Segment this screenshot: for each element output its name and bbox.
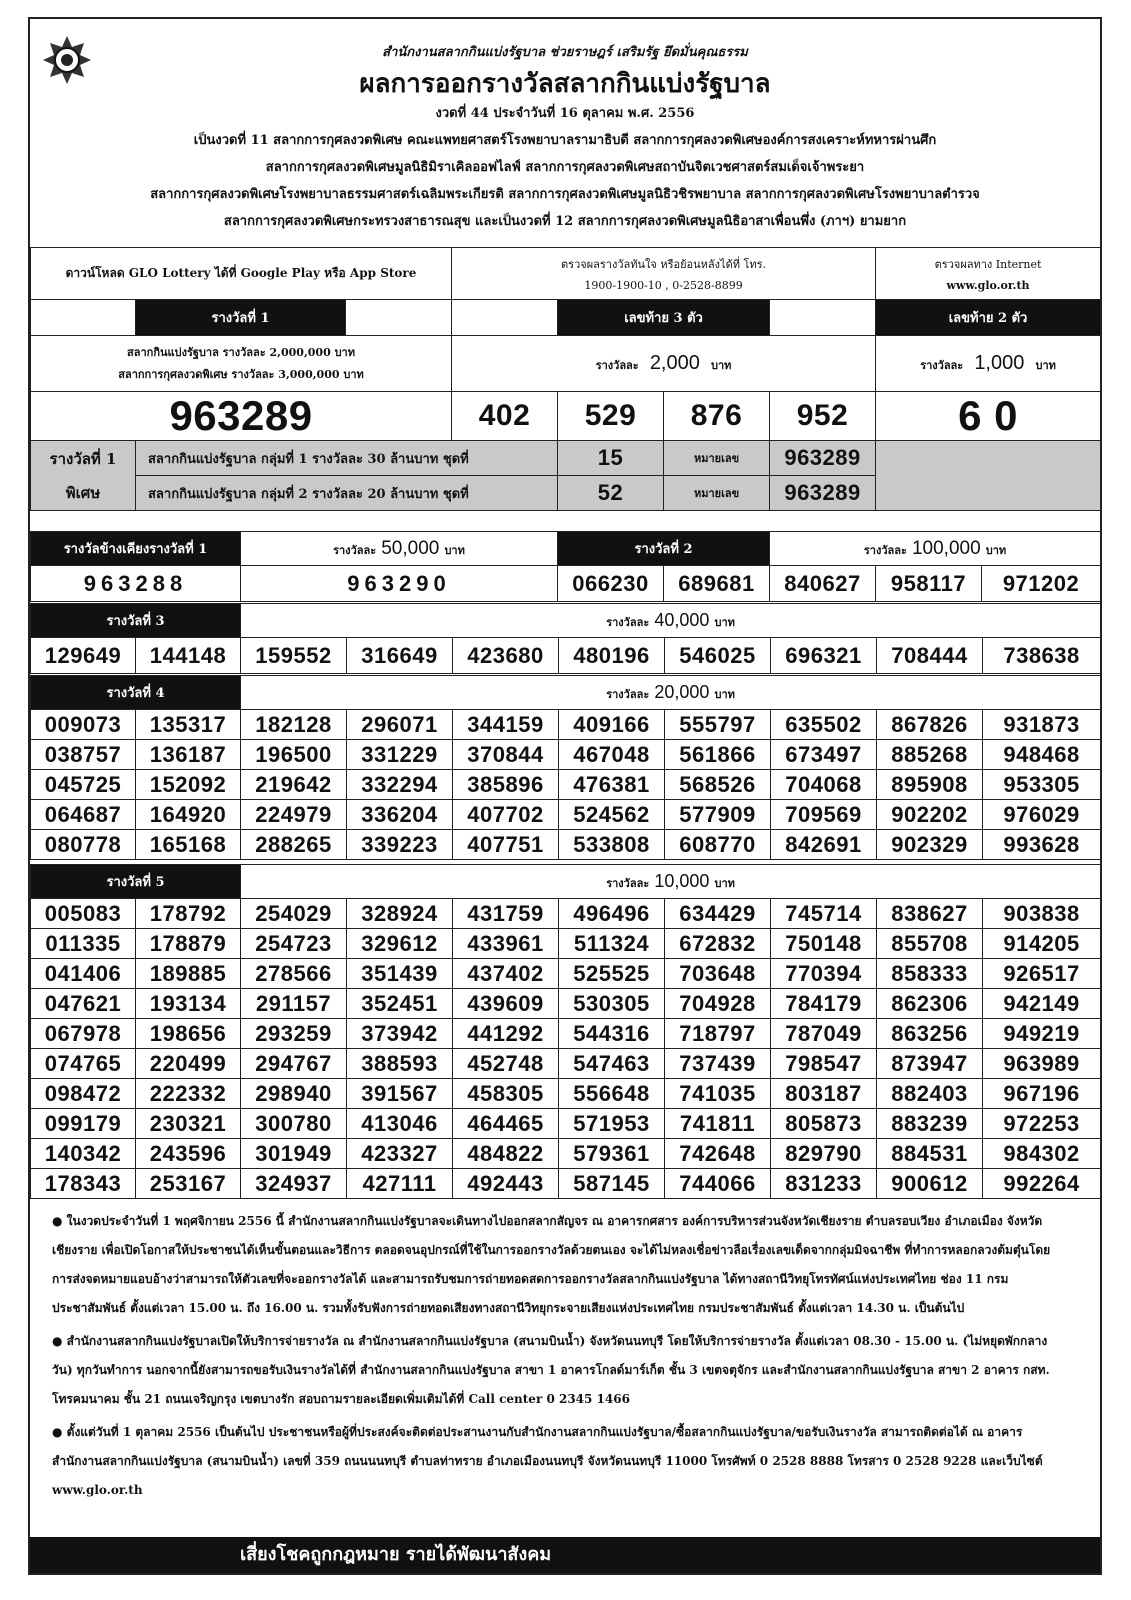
fourth-prize-number: 045725 xyxy=(31,770,136,800)
fourth-prize-number: 608770 xyxy=(665,830,771,860)
fifth-prize-number: 324937 xyxy=(241,1169,347,1199)
special-set: 15 xyxy=(558,441,664,476)
fourth-prize-number: 635502 xyxy=(771,710,877,740)
first-prize-charity-amount: สลากการกุศลงวดพิเศษ รางวัลละ 3,000,000 บาท xyxy=(118,367,364,381)
third-amount: 40,000 xyxy=(654,610,710,630)
fifth-prize-number: 803187 xyxy=(771,1079,877,1109)
fifth-prize-number: 873947 xyxy=(877,1049,983,1079)
second-unit: บาท xyxy=(985,543,1007,557)
special-blank xyxy=(876,441,1101,511)
fourth-prize-number: 064687 xyxy=(31,800,136,830)
fourth-prize-number: 561866 xyxy=(665,740,771,770)
fifth-prize-number: 556648 xyxy=(559,1079,665,1109)
fourth-prize-number: 704068 xyxy=(771,770,877,800)
fifth-prize-number: 770394 xyxy=(771,959,877,989)
blank-cell xyxy=(346,300,452,336)
fifth-prize-number: 098472 xyxy=(31,1079,136,1109)
fifth-prize-number: 352451 xyxy=(347,989,453,1019)
notes xyxy=(52,1207,1062,1509)
fifth-prize-number: 041406 xyxy=(31,959,136,989)
second-amount: 100,000 xyxy=(911,537,981,559)
fourth-prize-number: 164920 xyxy=(136,800,241,830)
fifth-prize-number: 942149 xyxy=(983,989,1101,1019)
fifth-prize-number: 750148 xyxy=(771,929,877,959)
first-prize-amounts xyxy=(31,336,452,392)
fifth-prize-number: 525525 xyxy=(559,959,665,989)
fifth-prize-number: 967196 xyxy=(983,1079,1101,1109)
fourth-prize-number: 476381 xyxy=(559,770,665,800)
internet-info xyxy=(876,248,1101,300)
fourth-prize-number: 152092 xyxy=(136,770,241,800)
fourth-prize-number: 288265 xyxy=(241,830,347,860)
fifth-prize-number: 863256 xyxy=(877,1019,983,1049)
fifth-unit: บาท xyxy=(714,877,735,890)
third-prize-number: 316649 xyxy=(347,638,453,674)
blank-cell xyxy=(31,300,136,336)
adjacent-number: 963290 xyxy=(241,566,558,602)
fourth-prize-row xyxy=(31,740,1101,770)
fifth-prize-row xyxy=(31,989,1101,1019)
blank-cell xyxy=(770,300,876,336)
fifth-prize-number: 492443 xyxy=(453,1169,559,1199)
fifth-prize-number: 423327 xyxy=(347,1139,453,1169)
fifth-prize-number: 963989 xyxy=(983,1049,1101,1079)
second-prize-number: 971202 xyxy=(982,566,1101,602)
last2-amount: 1,000 xyxy=(974,352,1025,374)
fifth-prize-number: 579361 xyxy=(559,1139,665,1169)
fourth-amount-cell xyxy=(241,676,1101,710)
charity-line-3: สลากการกุศลงวดพิเศษโรงพยาบาลธรรมศาสตร์เฉลิมพระเกียรติ สลากการกุศลงวดพิเศษมูลนิธิวชิรพยาบาล สลากการกุศลงวดพิเศษโรงพยาบาลตำรวจ xyxy=(150,187,980,202)
fifth-prize-number: 437402 xyxy=(453,959,559,989)
charity-line-4: สลากการกุศลงวดพิเศษกระทรวงสาธารณสุข และเป็นงวดที่ 12 สลากการกุศลงวดพิเศษมูลนิธิอาสาเพื่อนพึ่ง (ภาฯ) ยามยาก xyxy=(223,214,907,229)
fifth-prize-table xyxy=(30,864,1101,1199)
special-row-desc: สลากกินแบ่งรัฐบาล กลุ่มที่ 2 รางวัลละ 20 ล้านบาท ชุดที่ xyxy=(136,476,558,511)
fourth-prize-number: 182128 xyxy=(241,710,347,740)
fifth-prize-number: 672832 xyxy=(665,929,771,959)
fifth-prize-number: 178343 xyxy=(31,1169,136,1199)
fourth-prize-number: 409166 xyxy=(559,710,665,740)
fifth-prize-number: 544316 xyxy=(559,1019,665,1049)
third-prize-label: รางวัลที่ 3 xyxy=(31,604,241,638)
fifth-prize-number: 831233 xyxy=(771,1169,877,1199)
fifth-prize-rows xyxy=(31,899,1101,1199)
adjacent-prefix: รางวัลละ xyxy=(333,543,377,557)
header xyxy=(30,19,1100,247)
top-prizes-table xyxy=(30,247,1101,511)
special-label-2: พิเศษ xyxy=(65,483,101,502)
fifth-prize-number: 254029 xyxy=(241,899,347,929)
fourth-prize-number: 931873 xyxy=(983,710,1101,740)
second-prize-number: 958117 xyxy=(876,566,982,602)
fifth-prize-number: 741035 xyxy=(665,1079,771,1109)
fifth-prize-number: 798547 xyxy=(771,1049,877,1079)
third-prize-number: 708444 xyxy=(877,638,983,674)
fifth-prize-number: 413046 xyxy=(347,1109,453,1139)
fifth-prize-row xyxy=(31,1139,1101,1169)
last3-amount-cell xyxy=(452,336,876,392)
fourth-prize-number: 555797 xyxy=(665,710,771,740)
fifth-prize-number: 074765 xyxy=(31,1049,136,1079)
fifth-prize-number: 805873 xyxy=(771,1109,877,1139)
fourth-prize-number: 577909 xyxy=(665,800,771,830)
fifth-prize-row xyxy=(31,959,1101,989)
fifth-prize-number: 388593 xyxy=(347,1049,453,1079)
third-amount-cell xyxy=(241,604,1101,638)
fifth-prize-number: 391567 xyxy=(347,1079,453,1109)
fourth-prize-number: 902329 xyxy=(877,830,983,860)
download-info: ดาวน์โหลด GLO Lottery ได้ที่ Google Play หรือ App Store xyxy=(31,248,452,300)
fifth-amount-cell xyxy=(241,865,1101,899)
special-num-label: หมายเลข xyxy=(664,441,770,476)
fourth-amount: 20,000 xyxy=(654,682,710,702)
fifth-prize-number: 300780 xyxy=(241,1109,347,1139)
fifth-prize-row xyxy=(31,929,1101,959)
footer-slogan: เสี่ยงโชคถูกกฎหมาย รายได้พัฒนาสังคม xyxy=(240,1544,552,1565)
fourth-prize-row xyxy=(31,710,1101,740)
fourth-prize-number: 953305 xyxy=(983,770,1101,800)
fifth-prize-number: 458305 xyxy=(453,1079,559,1109)
fifth-prize-number: 230321 xyxy=(136,1109,241,1139)
last2-label: เลขท้าย 2 ตัว xyxy=(876,300,1101,336)
third-unit: บาท xyxy=(714,616,735,629)
fifth-prize-row xyxy=(31,1109,1101,1139)
fifth-prize-number: 742648 xyxy=(665,1139,771,1169)
first-prize-gov-amount: สลากกินแบ่งรัฐบาล รางวัลละ 2,000,000 บาท xyxy=(127,345,355,359)
note-paragraph: ● สำนักงานสลากกินแบ่งรัฐบาลเปิดให้บริการจ่ายรางวัล ณ สำนักงานสลากกินแบ่งรัฐบาล (สนามบินน้ำ) จังหวัดนนทบุรี โดยให้บริการจ่ายรางวัล ตั้งแต่เวลา 08.30 - 15.00 น. (ไม่หยุดพักกลางวัน) ทุกวันทำการ นอกจากนี้ยังสามารถขอรับเงินรางวัลได้ที่ สำนักงานสลากกินแบ่งรัฐบาล สาขา 1 อาคารโกลด์มาร์เก็ต ชั้น 3 เขตจตุจักร และสำนักงานสลากกินแบ่งรัฐบาล สาขา 2 อาคาร กสท. โทรคมนาคม ชั้น 21 ถนนเจริญกรุง เขตบางรัก สอบถามรายละเอียดเพิ่มเติมได้ที่ Call center 0 2345 1466 xyxy=(52,1334,1050,1406)
fifth-prize-number: 737439 xyxy=(665,1049,771,1079)
fifth-prize-number: 587145 xyxy=(559,1169,665,1199)
fifth-prize-number: 294767 xyxy=(241,1049,347,1079)
fifth-prize-number: 829790 xyxy=(771,1139,877,1169)
phone-label: ตรวจผลรางวัลทันใจ หรือย้อนหลังได้ที่ โทร. xyxy=(561,258,767,271)
fourth-prize-number: 336204 xyxy=(347,800,453,830)
fifth-prize-number: 883239 xyxy=(877,1109,983,1139)
adjacent-amount-cell xyxy=(241,532,558,566)
fifth-prize-number: 140342 xyxy=(31,1139,136,1169)
fifth-prize-number: 099179 xyxy=(31,1109,136,1139)
third-prize-number: 696321 xyxy=(771,638,877,674)
fifth-prize-number: 373942 xyxy=(347,1019,453,1049)
fifth-prize-number: 744066 xyxy=(665,1169,771,1199)
adjacent-unit: บาท xyxy=(444,543,465,557)
fifth-amount: 10,000 xyxy=(654,871,710,891)
fourth-prize-number: 331229 xyxy=(347,740,453,770)
fourth-prize-number: 224979 xyxy=(241,800,347,830)
fifth-prize-number: 193134 xyxy=(136,989,241,1019)
website-link[interactable]: www.glo.or.th xyxy=(946,279,1030,292)
adjacent-amount: 50,000 xyxy=(381,537,440,559)
fifth-prize-number: 178879 xyxy=(136,929,241,959)
fifth-prize-row xyxy=(31,1019,1101,1049)
fifth-prize-number: 882403 xyxy=(877,1079,983,1109)
second-prize-number: 066230 xyxy=(558,566,664,602)
internet-label: ตรวจผลทาง Internet xyxy=(934,258,1042,271)
fifth-prize-row xyxy=(31,899,1101,929)
fifth-prize-number: 926517 xyxy=(983,959,1101,989)
fourth-prize-number: 902202 xyxy=(877,800,983,830)
fourth-prize-number: 332294 xyxy=(347,770,453,800)
fifth-prize-number: 222332 xyxy=(136,1079,241,1109)
last3-amount: 2,000 xyxy=(649,352,700,374)
fifth-prize-number: 189885 xyxy=(136,959,241,989)
fifth-prize-number: 496496 xyxy=(559,899,665,929)
charity-line-1: เป็นงวดที่ 11 สลากการกุศลงวดพิเศษ คณะแพทยศาสตร์โรงพยาบาลรามาธิบดี สลากการกุศลงวดพิเศษองค์การสงเคราะห์ทหารผ่านศึก xyxy=(193,133,937,148)
fifth-prize-number: 011335 xyxy=(31,929,136,959)
fifth-prize-number: 741811 xyxy=(665,1109,771,1139)
fifth-prize-number: 301949 xyxy=(241,1139,347,1169)
fourth-prize-number: 296071 xyxy=(347,710,453,740)
fifth-prize-number: 067978 xyxy=(31,1019,136,1049)
fourth-prize-number: 135317 xyxy=(136,710,241,740)
fourth-prize-row xyxy=(31,830,1101,860)
phone-numbers: 1900-1900-10 , 0-2528-8899 xyxy=(584,279,743,292)
fifth-prize-number: 703648 xyxy=(665,959,771,989)
fourth-prize-number: 080778 xyxy=(31,830,136,860)
blank-cell xyxy=(452,300,558,336)
fourth-prize-number: 709569 xyxy=(771,800,877,830)
fourth-prize-number: 165168 xyxy=(136,830,241,860)
fifth-prize-number: 787049 xyxy=(771,1019,877,1049)
fifth-prize-number: 351439 xyxy=(347,959,453,989)
fourth-prize-number: 993628 xyxy=(983,830,1101,860)
fifth-prize-number: 005083 xyxy=(31,899,136,929)
special-row-desc: สลากกินแบ่งรัฐบาล กลุ่มที่ 1 รางวัลละ 30 ล้านบาท ชุดที่ xyxy=(136,441,558,476)
fifth-prize-number: 884531 xyxy=(877,1139,983,1169)
third-prefix: รางวัลละ xyxy=(606,616,650,629)
office-motto: สำนักงานสลากกินแบ่งรัฐบาล ช่วยราษฎร์ เสริมรัฐ ยึดมั่นคุณธรรม xyxy=(382,45,748,60)
fifth-prize-number: 298940 xyxy=(241,1079,347,1109)
fourth-prize-number: 407702 xyxy=(453,800,559,830)
fourth-prize-number: 136187 xyxy=(136,740,241,770)
fifth-prize-number: 293259 xyxy=(241,1019,347,1049)
fifth-prize-number: 634429 xyxy=(665,899,771,929)
second-amount-cell xyxy=(770,532,1101,566)
fifth-prize-row xyxy=(31,1079,1101,1109)
second-prize-table xyxy=(30,531,1101,602)
fifth-prize-number: 464465 xyxy=(453,1109,559,1139)
third-prize-number: 129649 xyxy=(31,638,136,674)
fifth-prize-number: 484822 xyxy=(453,1139,559,1169)
fifth-prize-number: 243596 xyxy=(136,1139,241,1169)
last2-amount-cell xyxy=(876,336,1101,392)
fourth-prize-number: 385896 xyxy=(453,770,559,800)
fifth-prize-number: 328924 xyxy=(347,899,453,929)
fifth-prize-number: 571953 xyxy=(559,1109,665,1139)
fourth-prefix: รางวัลละ xyxy=(606,688,650,701)
last3-number: 529 xyxy=(558,392,664,441)
fifth-prize-number: 278566 xyxy=(241,959,347,989)
fourth-prize-number: 407751 xyxy=(453,830,559,860)
fifth-prize-label: รางวัลที่ 5 xyxy=(31,865,241,899)
fourth-prize-number: 895908 xyxy=(877,770,983,800)
third-prize-number: 159552 xyxy=(241,638,347,674)
fifth-prize-row xyxy=(31,1049,1101,1079)
fifth-prize-number: 992264 xyxy=(983,1169,1101,1199)
fifth-prize-number: 547463 xyxy=(559,1049,665,1079)
fourth-prize-number: 673497 xyxy=(771,740,877,770)
charity-line-2: สลากการกุศลงวดพิเศษมูลนิธิมิราเคิลออฟไลฟ์ สลากการกุศลงวดพิเศษสถาบันจิตเวชศาสตร์สมเด็จเจ้าพระยา xyxy=(265,160,865,175)
third-prize-number: 144148 xyxy=(136,638,241,674)
fifth-prize-number: 745714 xyxy=(771,899,877,929)
third-prize-number: 480196 xyxy=(559,638,665,674)
fourth-prize-number: 842691 xyxy=(771,830,877,860)
fifth-prize-row xyxy=(31,1169,1101,1199)
last3-number: 952 xyxy=(770,392,876,441)
fourth-unit: บาท xyxy=(714,688,735,701)
special-num-label: หมายเลข xyxy=(664,476,770,511)
fifth-prize-number: 329612 xyxy=(347,929,453,959)
fourth-prize-number: 524562 xyxy=(559,800,665,830)
fifth-prize-number: 441292 xyxy=(453,1019,559,1049)
fifth-prize-number: 253167 xyxy=(136,1169,241,1199)
special-set: 52 xyxy=(558,476,664,511)
fifth-prize-number: 949219 xyxy=(983,1019,1101,1049)
last2-prefix: รางวัลละ xyxy=(920,359,964,372)
fifth-prize-number: 914205 xyxy=(983,929,1101,959)
last3-prefix: รางวัลละ xyxy=(595,359,639,372)
fourth-prize-number: 467048 xyxy=(559,740,665,770)
fifth-prize-number: 855708 xyxy=(877,929,983,959)
fourth-prize-number: 976029 xyxy=(983,800,1101,830)
third-prize-number: 738638 xyxy=(983,638,1101,674)
third-prize-number: 423680 xyxy=(453,638,559,674)
fourth-prize-number: 009073 xyxy=(31,710,136,740)
fourth-prize-number: 533808 xyxy=(559,830,665,860)
first-prize-label: รางวัลที่ 1 xyxy=(136,300,346,336)
fourth-prize-number: 568526 xyxy=(665,770,771,800)
footer-banner xyxy=(30,1537,1100,1573)
special-number: 963289 xyxy=(770,476,876,511)
fifth-prize-number: 862306 xyxy=(877,989,983,1019)
fifth-prize-number: 427111 xyxy=(347,1169,453,1199)
fifth-prize-number: 452748 xyxy=(453,1049,559,1079)
fourth-prize-number: 948468 xyxy=(983,740,1101,770)
fourth-prize-rows xyxy=(31,710,1101,860)
fourth-prize-number: 885268 xyxy=(877,740,983,770)
phone-info xyxy=(452,248,876,300)
fifth-prize-number: 178792 xyxy=(136,899,241,929)
fifth-prize-number: 291157 xyxy=(241,989,347,1019)
fifth-prize-number: 858333 xyxy=(877,959,983,989)
fifth-prize-number: 220499 xyxy=(136,1049,241,1079)
fifth-prize-number: 254723 xyxy=(241,929,347,959)
adjacent-label: รางวัลข้างเคียงรางวัลที่ 1 xyxy=(31,532,241,566)
second-prize-label: รางวัลที่ 2 xyxy=(558,532,770,566)
fifth-prize-number: 838627 xyxy=(877,899,983,929)
fourth-prize-number: 344159 xyxy=(453,710,559,740)
last2-number: 6 0 xyxy=(876,392,1101,441)
fifth-prize-number: 984302 xyxy=(983,1139,1101,1169)
special-label-1: รางวัลที่ 1 xyxy=(49,449,117,468)
fourth-prize-label: รางวัลที่ 4 xyxy=(31,676,241,710)
fifth-prize-number: 433961 xyxy=(453,929,559,959)
fourth-prize-number: 196500 xyxy=(241,740,347,770)
lottery-results-sheet xyxy=(28,17,1102,1575)
fifth-prize-number: 511324 xyxy=(559,929,665,959)
third-prize-number: 546025 xyxy=(665,638,771,674)
special-prize-label xyxy=(31,441,136,511)
last2-unit: บาท xyxy=(1035,359,1056,372)
fifth-prize-number: 903838 xyxy=(983,899,1101,929)
first-prize-number: 963289 xyxy=(31,392,452,441)
second-prize-number: 840627 xyxy=(770,566,876,602)
fifth-prize-number: 198656 xyxy=(136,1019,241,1049)
fifth-prize-number: 431759 xyxy=(453,899,559,929)
fifth-prize-number: 530305 xyxy=(559,989,665,1019)
fifth-prize-number: 439609 xyxy=(453,989,559,1019)
fifth-prize-number: 900612 xyxy=(877,1169,983,1199)
fifth-prize-number: 047621 xyxy=(31,989,136,1019)
fourth-prize-row xyxy=(31,800,1101,830)
third-prize-table xyxy=(30,603,1101,674)
special-number: 963289 xyxy=(770,441,876,476)
fourth-prize-number: 867826 xyxy=(877,710,983,740)
second-prize-number: 689681 xyxy=(664,566,770,602)
last3-number: 402 xyxy=(452,392,558,441)
fourth-prize-table xyxy=(30,675,1101,860)
note-paragraph: ● ตั้งแต่วันที่ 1 ตุลาคม 2556 เป็นต้นไป ประชาชนหรือผู้ที่ประสงค์จะติดต่อประสานงานกับสำนักงานสลากกินแบ่งรัฐบาล/ซื้อสลากกินแบ่งรัฐบาล/ขอรับเงินรางวัล สามารถติดต่อได้ ณ อาคารสำนักงานสลากกินแบ่งรัฐบาล (สนามบินน้ำ) เลขที่ 359 ถนนนนทบุรี ตำบลท่าทราย อำเภอเมืองนนทบุรี จังหวัดนนทบุรี 11000 โทรศัพท์ 0 2528 8888 โทรสาร 0 2528 9228 และเว็บไซต์ www.glo.or.th xyxy=(52,1425,1043,1497)
fifth-prize-number: 718797 xyxy=(665,1019,771,1049)
adjacent-number: 963288 xyxy=(31,566,241,602)
fifth-prefix: รางวัลละ xyxy=(606,877,650,890)
fourth-prize-number: 339223 xyxy=(347,830,453,860)
last3-unit: บาท xyxy=(710,359,732,372)
note-paragraph: ● ในงวดประจำวันที่ 1 พฤศจิกายน 2556 นี้ สำนักงานสลากกินแบ่งรัฐบาลจะเดินทางไปออกสลากสัญจร ณ อาคารกศสาร องค์การบริหารส่วนจังหวัดเชียงราย ตำบลรอบเวียง อำเภอเมือง จังหวัดเชียงราย เพื่อเปิดโอกาสให้ประชาชนได้เห็นขั้นตอนและวิธีการ ตลอดจนอุปกรณ์ที่ใช้ในการออกรางวัลด้วยตนเอง จะได้ไม่หลงเชื่อข่าวลือเรื่องเลขเด็ดจากกลุ่มมิจฉาชีพ ที่ทำการหลอกลวงต้มตุ๋นโดยการส่งจดหมายแอบอ้างว่าสามารถให้ตัวเลขที่จะออกรางวัลได้ และสามารถรับชมการถ่ายทอดสดการออกรางวัลสลากกินแบ่งรัฐบาล ได้ทางสถานีวิทยุโทรทัศน์แห่งประเทศไทย ช่อง 11 กรมประชาสัมพันธ์ ตั้งแต่เวลา 15.00 น. ถึง 16.00 น. รวมทั้งรับฟังการถ่ายทอดเสียงทางสถานีวิทยุกระจายเสียงแห่งประเทศไทย กรมประชาสัมพันธ์ ตั้งแต่เวลา 14.30 น. เป็นต้นไป xyxy=(52,1214,1051,1315)
last3-label: เลขท้าย 3 ตัว xyxy=(558,300,770,336)
fifth-prize-number: 784179 xyxy=(771,989,877,1019)
fifth-prize-number: 972253 xyxy=(983,1109,1101,1139)
draw-line: งวดที่ 44 ประจำวันที่ 16 ตุลาคม พ.ศ. 2556 xyxy=(435,106,695,121)
fourth-prize-number: 370844 xyxy=(453,740,559,770)
fourth-prize-number: 219642 xyxy=(241,770,347,800)
fourth-prize-number: 038757 xyxy=(31,740,136,770)
fourth-prize-row xyxy=(31,770,1101,800)
last3-number: 876 xyxy=(664,392,770,441)
page-title: ผลการออกรางวัลสลากกินแบ่งรัฐบาล xyxy=(359,69,771,99)
fifth-prize-number: 704928 xyxy=(665,989,771,1019)
second-prefix: รางวัลละ xyxy=(863,543,907,557)
